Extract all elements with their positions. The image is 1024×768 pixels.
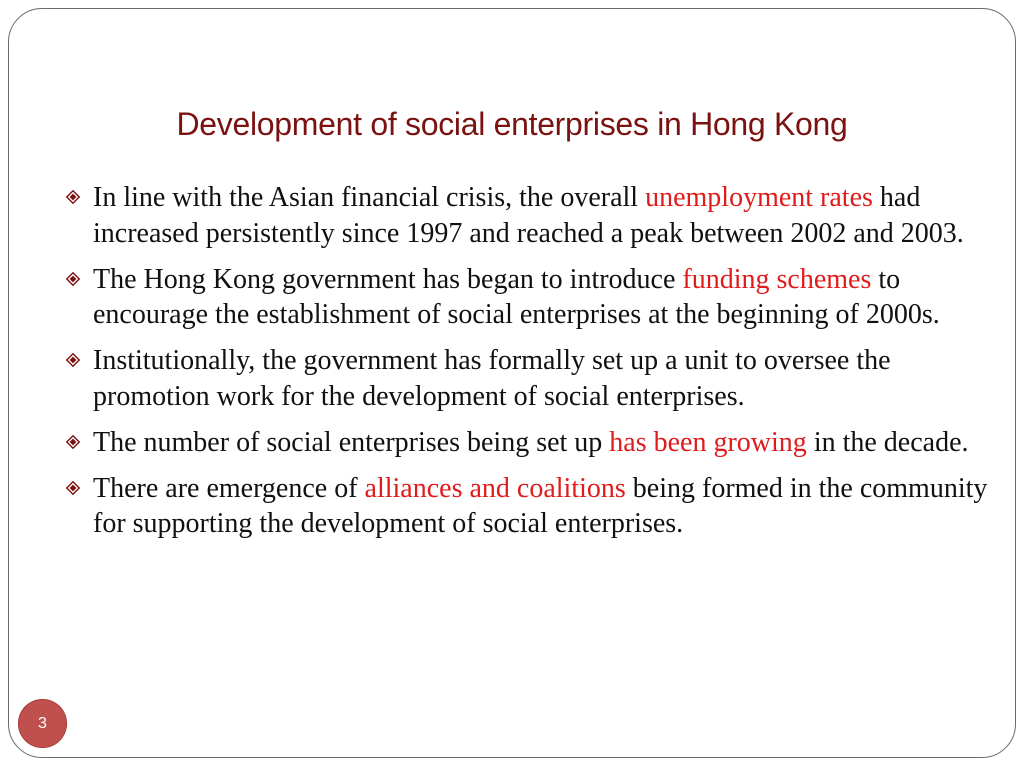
- bullet-text: had increased persistently since 1997 and reached a peak between 2002 and 2003.: [93, 182, 964, 249]
- page-number: 3: [38, 714, 47, 732]
- bullet-text: The Hong Kong government has began to introduce: [93, 263, 683, 295]
- diamond-bullet-icon: [66, 481, 80, 495]
- diamond-bullet-icon: [66, 190, 80, 204]
- bullet-text: The number of social enterprises being set up: [93, 426, 610, 458]
- bullet-text: There are emergence of: [93, 472, 365, 504]
- bullet-text: in the decade.: [806, 426, 969, 458]
- bullet-highlight: unemployment rates: [645, 182, 873, 213]
- diamond-bullet-icon: [66, 353, 80, 367]
- page-number-badge: [18, 699, 67, 748]
- bullet-item-3: [62, 343, 992, 414]
- bullet-highlight: has been growing: [609, 426, 807, 458]
- bullet-text: being formed in the community for supporting the development of social enterprises.: [93, 472, 988, 539]
- bullet-item-4: [62, 425, 992, 461]
- bullet-highlight: funding schemes: [682, 263, 872, 295]
- slide-title: Development of social enterprises in Hong Kong: [176, 106, 848, 142]
- diamond-bullet-icon: [66, 435, 80, 449]
- bullet-text: In line with the Asian financial crisis, the overall: [93, 182, 646, 213]
- bullet-item-5: [62, 471, 992, 542]
- bullet-item-1: [62, 180, 992, 251]
- bullet-item-2: [62, 262, 992, 333]
- bullet-text: Institutionally, the government has formally set up a unit to oversee the promotion work for the development of social enterprises.: [93, 345, 891, 412]
- diamond-bullet-icon: [66, 272, 80, 286]
- bullet-text: to encourage the establishment of social enterprises at the beginning of 2000s.: [93, 263, 940, 330]
- bullet-list: [62, 180, 992, 552]
- bullet-highlight: alliances and coalitions: [364, 472, 626, 504]
